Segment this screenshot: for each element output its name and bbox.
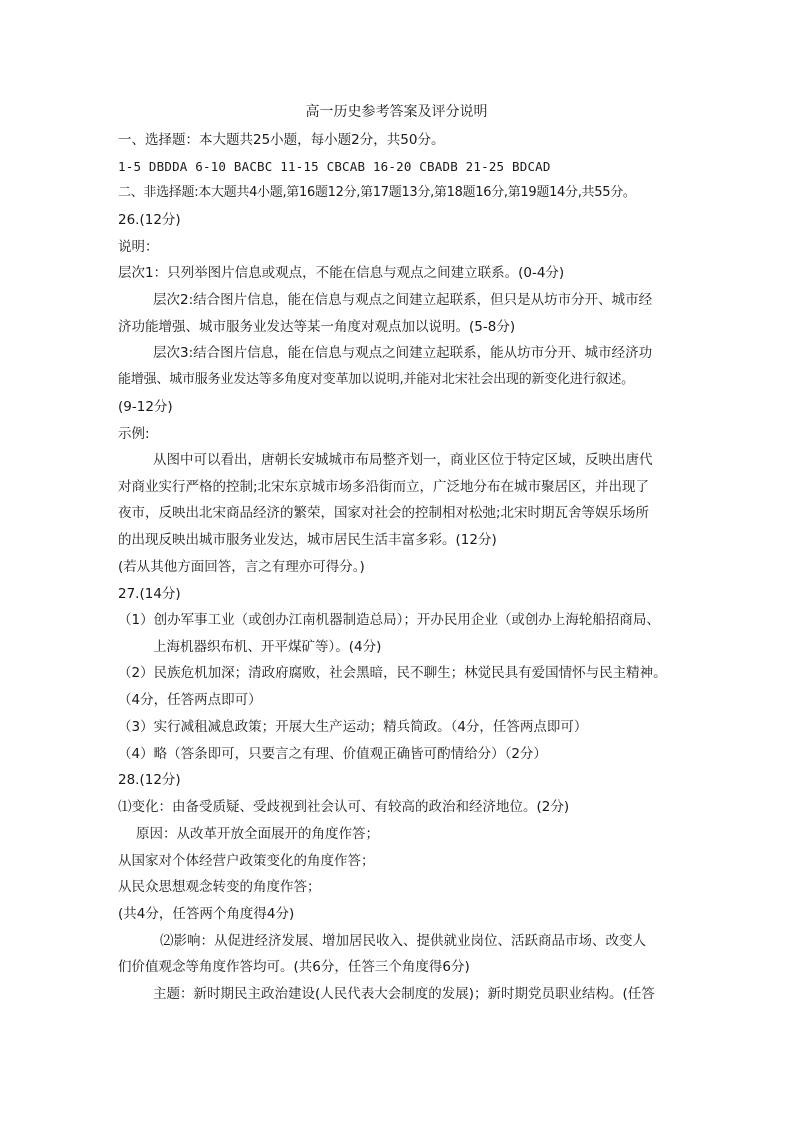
q28-part-1-reason-2: 从国家对个体经营户政策变化的角度作答； bbox=[118, 853, 375, 869]
q26-level-3-line-1: 层次3:结合图片信息，能在信息与观点之间建立起联系，能从坊市分开、城市经济功 bbox=[153, 345, 653, 361]
q26-note-label: 说明： bbox=[118, 239, 159, 255]
q27-part-1-line-1: （1）创办军事工业（或创办江南机器制造总局）；开办民用企业（或创办上海轮船招商局、 bbox=[118, 612, 660, 628]
q27-heading: 27.(14分) bbox=[118, 586, 181, 602]
q28-part-1-change: ⑴变化：由备受质疑、受歧视到社会认可、有较高的政治和经济地位。(2分) bbox=[118, 799, 570, 815]
q26-other-answers-note: (若从其他方面回答，言之有理亦可得分。) bbox=[118, 559, 365, 575]
q26-level-2-line-2: 济功能增强、城市服务业发达等某一角度对观点加以说明。(5-8分) bbox=[118, 319, 516, 335]
section-1-heading: 一、选择题：本大题共25小题，每小题2分，共50分。 bbox=[118, 132, 445, 148]
choice-answers: 1-5 DBDDA 6-10 BACBC 11-15 CBCAB 16-20 CBADB 21-25 BDCAD bbox=[118, 159, 551, 174]
q28-theme: 主题：新时期民主政治建设(人民代表大会制度的发展)；新时期党员职业结构。(任答 bbox=[153, 986, 655, 1002]
q28-part-2-line-1: ⑵影响：从促进经济发展、增加居民收入、提供就业岗位、活跃商品市场、改变人 bbox=[160, 933, 646, 949]
q28-part-1-reason-1: 原因：从改革开放全面展开的角度作答； bbox=[136, 826, 379, 842]
document-title: 高一历史参考答案及评分说明 bbox=[305, 104, 488, 120]
q26-example-label: 示例: bbox=[118, 426, 150, 442]
q28-part-1-reason-3: 从民众思想观念转变的角度作答； bbox=[118, 879, 321, 895]
q26-level-1: 层次1：只列举图片信息或观点，不能在信息与观点之间建立联系。(0-4分) bbox=[118, 265, 565, 281]
section-2-heading: 二、非选择题:本大题共4小题,第16题12分,第17题13分,第18题16分,第19题14分,共55分。 bbox=[118, 185, 636, 200]
q26-heading: 26.(12分) bbox=[118, 212, 181, 228]
q26-level-3-score: (9-12分) bbox=[118, 399, 173, 415]
q27-part-4: （4）略（答条即可，只要言之有理、价值观正确皆可酌情给分）（2分） bbox=[118, 746, 547, 762]
q27-part-2-line-1: （2）民族危机加深；清政府腐败，社会黑暗，民不聊生；林觉民具有爱国情怀与民主精神。 bbox=[118, 665, 667, 681]
q28-heading: 28.(12分) bbox=[118, 772, 181, 788]
q26-example-line-4: 的出现反映出城市服务业发达，城市居民生活丰富多彩。(12分) bbox=[118, 532, 497, 548]
q26-example-line-2: 对商业实行严格的控制;北宋东京城市场多沿街而立，广泛地分布在城市聚居区，并出现了 bbox=[118, 479, 650, 495]
q27-part-1-line-2: 上海机器织布机、开平煤矿等）。(4分) bbox=[153, 639, 382, 655]
q28-part-2-line-2: 们价值观念等角度作答均可。(共6分，任答三个角度得6分) bbox=[118, 959, 470, 975]
q26-level-2-line-1: 层次2:结合图片信息，能在信息与观点之间建立起联系，但只是从坊市分开、城市经 bbox=[153, 292, 653, 308]
q26-level-3-line-2: 能增强、城市服务业发达等多角度对变革加以说明,并能对北宋社会出现的新变化进行叙述。 bbox=[118, 372, 634, 387]
q27-part-3: （3）实行减租减息政策；开展大生产运动；精兵简政。（4分，任答两点即可） bbox=[118, 719, 588, 735]
q26-example-line-3: 夜市，反映出北宋商品经济的繁荣，国家对社会的控制相对松弛;北宋时期瓦舍等娱乐场所 bbox=[118, 505, 650, 521]
q26-example-line-1: 从图中可以看出，唐朝长安城城市布局整齐划一，商业区位于特定区域，反映出唐代 bbox=[153, 452, 653, 468]
q28-part-1-score: (共4分，任答两个角度得4分) bbox=[118, 906, 295, 922]
q27-part-2-line-2: （4分，任答两点即可） bbox=[118, 692, 262, 708]
